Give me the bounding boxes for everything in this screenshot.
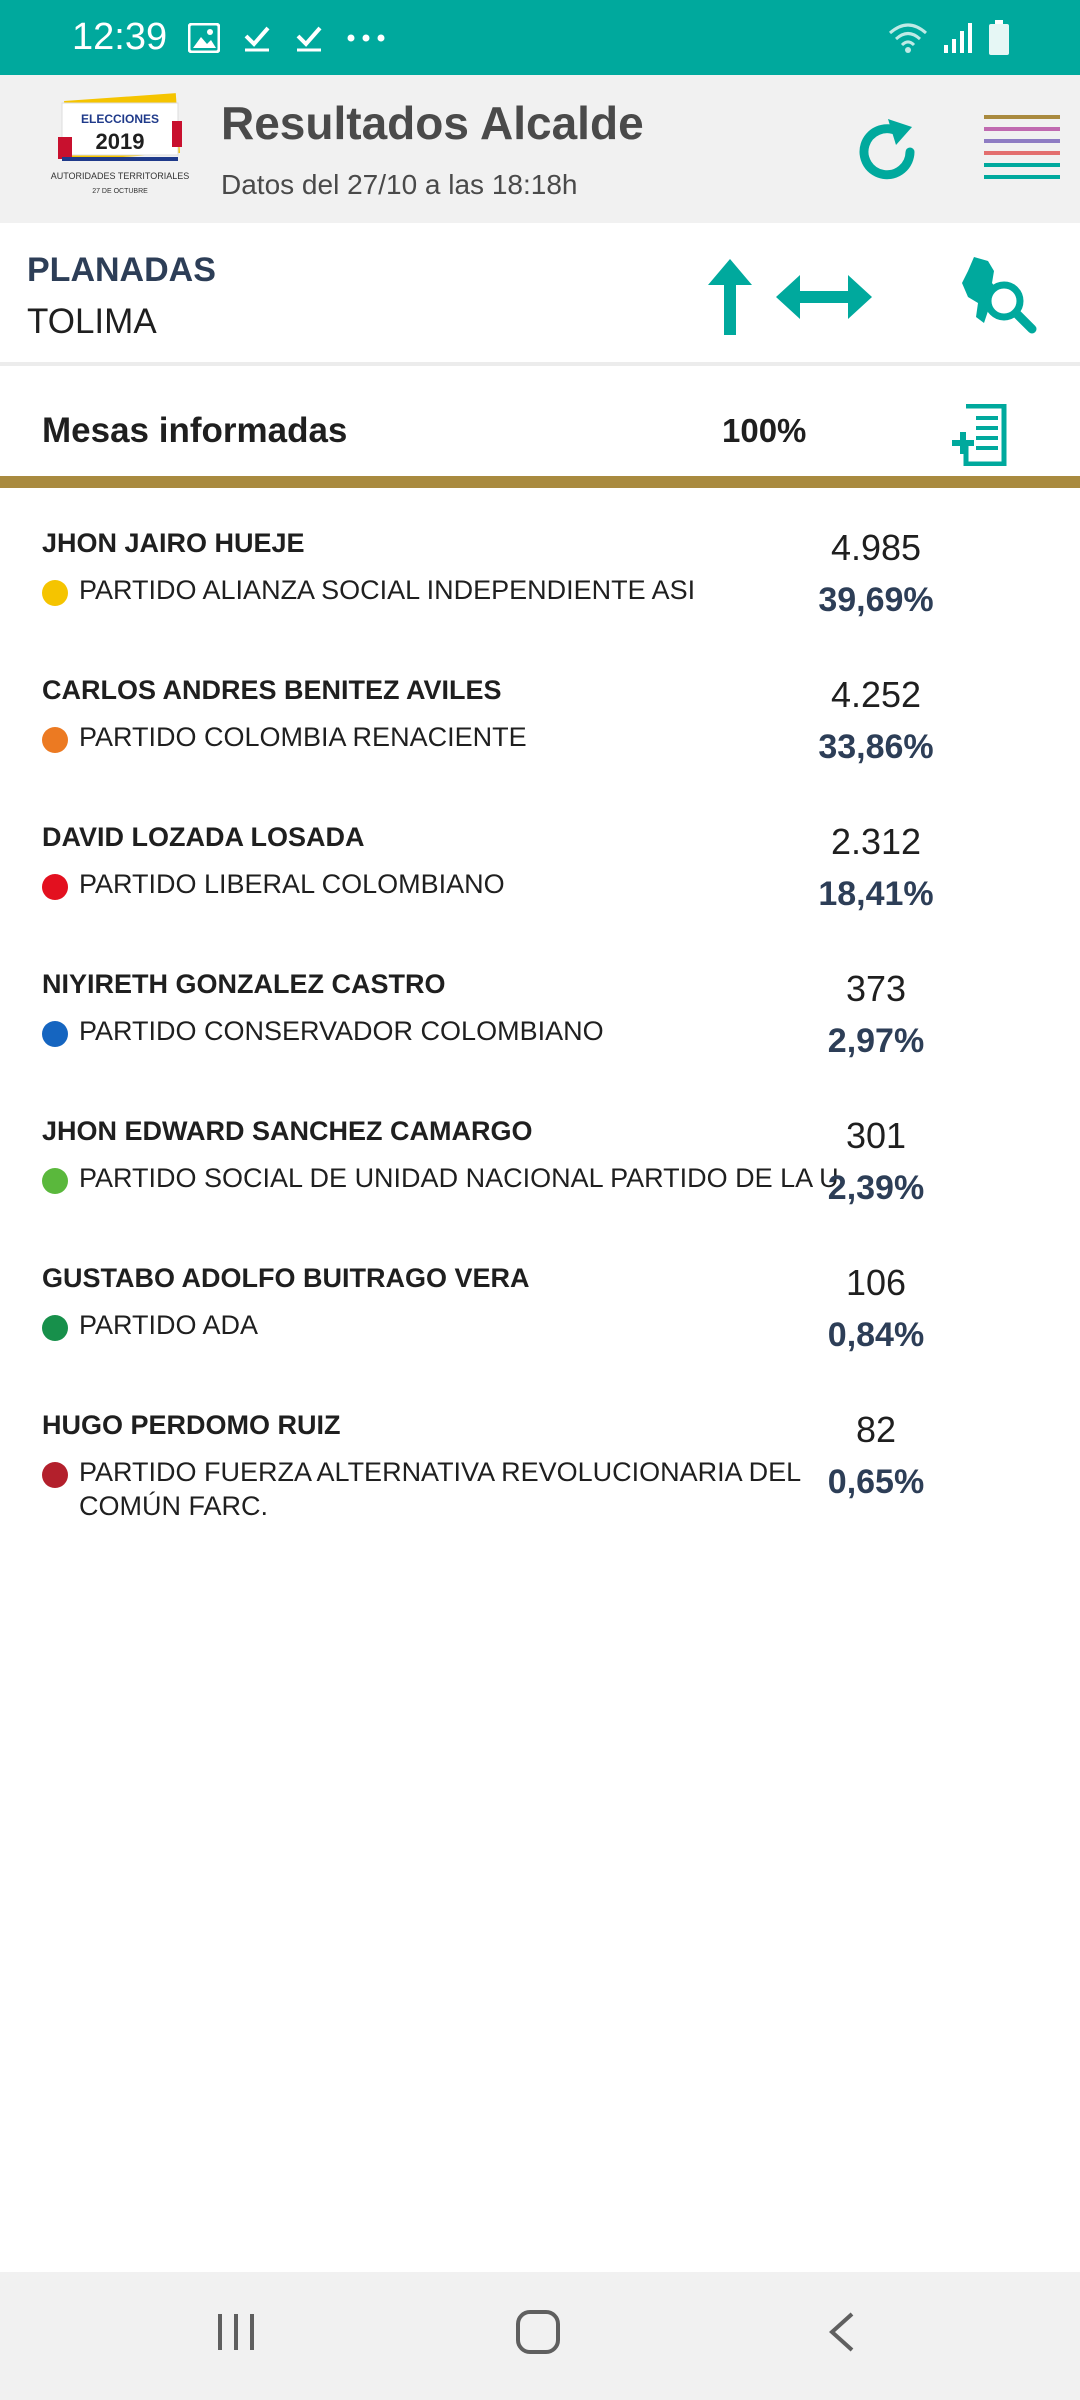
system-nav-bar — [0, 2272, 1080, 2400]
party-name: PARTIDO FUERZA ALTERNATIVA REVOLUCIONARIA DEL COMÚN FARC. — [79, 1457, 801, 1521]
candidate-name: DAVID LOZADA LOSADA — [42, 822, 365, 852]
vote-percent: 0,65% — [827, 1463, 925, 1501]
check-icon — [294, 23, 324, 53]
vote-percent: 18,41% — [818, 875, 934, 913]
candidate-row[interactable] — [0, 1235, 1080, 1382]
recent-apps-icon[interactable] — [214, 2310, 258, 2354]
party-name: PARTIDO CONSERVADOR COLOMBIANO — [79, 1016, 604, 1046]
candidate-name: GUSTABO ADOLFO BUITRAGO VERA — [42, 1263, 530, 1293]
party-color-dot — [42, 1021, 68, 1047]
vote-count: 301 — [845, 1115, 907, 1156]
svg-text:AUTORIDADES TERRITORIALES: AUTORIDADES TERRITORIALES — [50, 171, 190, 181]
vote-count: 4.252 — [830, 674, 922, 715]
arrow-up-icon[interactable] — [706, 259, 754, 335]
page-title: Resultados Alcalde — [221, 97, 644, 149]
app-header — [0, 75, 1080, 223]
vote-count: 373 — [845, 968, 907, 1009]
vote-count: 4.985 — [830, 527, 922, 568]
vote-percent: 2,97% — [827, 1022, 925, 1060]
party-color-dot — [42, 727, 68, 753]
candidate-name: HUGO PERDOMO RUIZ — [42, 1410, 341, 1440]
menu-icon[interactable] — [984, 113, 1060, 187]
party-color-dot — [42, 1168, 68, 1194]
vote-count: 2.312 — [830, 821, 922, 862]
candidate-list — [0, 500, 1080, 1529]
mesas-informadas-label: Mesas informadas — [42, 411, 348, 450]
party-name: PARTIDO SOCIAL DE UNIDAD NACIONAL PARTIDO DE LA U — [79, 1163, 839, 1193]
image-icon — [188, 23, 220, 53]
svg-text:ELECCIONES: ELECCIONES — [80, 112, 160, 126]
candidate-row[interactable] — [0, 647, 1080, 794]
vote-percent: 33,86% — [818, 728, 934, 766]
party-color-dot — [42, 1315, 68, 1341]
party-name: PARTIDO COLOMBIA RENACIENTE — [79, 722, 527, 752]
status-time: 12:39 — [72, 16, 168, 58]
map-search-icon[interactable] — [954, 253, 1038, 337]
mesas-informadas-row — [0, 370, 1080, 488]
status-bar — [0, 0, 1080, 75]
vote-percent: 39,69% — [818, 581, 934, 619]
municipio-label: PLANADAS — [27, 251, 216, 289]
elecciones-2019-logo — [48, 93, 196, 205]
party-name: PARTIDO LIBERAL COLOMBIANO — [79, 869, 505, 899]
candidate-row[interactable] — [0, 500, 1080, 647]
candidate-row[interactable] — [0, 1088, 1080, 1235]
refresh-icon[interactable] — [852, 117, 922, 187]
party-color-dot — [42, 1462, 68, 1488]
svg-text:27 DE OCTUBRE: 27 DE OCTUBRE — [92, 188, 148, 195]
mesas-informadas-value: 100% — [722, 412, 807, 449]
party-name: PARTIDO ADA — [79, 1310, 259, 1340]
candidate-row[interactable] — [0, 1382, 1080, 1529]
check-icon — [242, 23, 272, 53]
arrow-left-right-icon[interactable] — [776, 275, 872, 319]
location-bar — [0, 223, 1080, 366]
notification-icons — [188, 18, 386, 58]
home-icon[interactable] — [514, 2308, 562, 2356]
party-color-dot — [42, 874, 68, 900]
data-timestamp: Datos del 27/10 a las 18:18h — [221, 169, 578, 200]
vote-count: 106 — [845, 1262, 907, 1303]
battery-icon — [988, 20, 1010, 56]
party-name: PARTIDO ALIANZA SOCIAL INDEPENDIENTE ASI — [79, 575, 696, 605]
candidate-name: CARLOS ANDRES BENITEZ AVILES — [42, 675, 502, 705]
report-add-icon[interactable] — [948, 404, 1010, 466]
departamento-label: TOLIMA — [27, 302, 157, 341]
system-icons — [888, 16, 1010, 60]
more-dots-icon — [346, 32, 386, 44]
svg-text:2019: 2019 — [95, 129, 145, 154]
back-icon[interactable] — [822, 2310, 862, 2354]
candidate-name: JHON JAIRO HUEJE — [42, 528, 305, 558]
candidate-row[interactable] — [0, 941, 1080, 1088]
signal-icon — [942, 21, 974, 55]
candidate-row[interactable] — [0, 794, 1080, 941]
party-color-dot — [42, 580, 68, 606]
candidate-name: JHON EDWARD SANCHEZ CAMARGO — [42, 1116, 533, 1146]
wifi-icon — [888, 21, 928, 55]
vote-percent: 0,84% — [827, 1316, 925, 1354]
candidate-name: NIYIRETH GONZALEZ CASTRO — [42, 969, 446, 999]
vote-count: 82 — [855, 1409, 897, 1450]
vote-percent: 2,39% — [827, 1169, 925, 1207]
